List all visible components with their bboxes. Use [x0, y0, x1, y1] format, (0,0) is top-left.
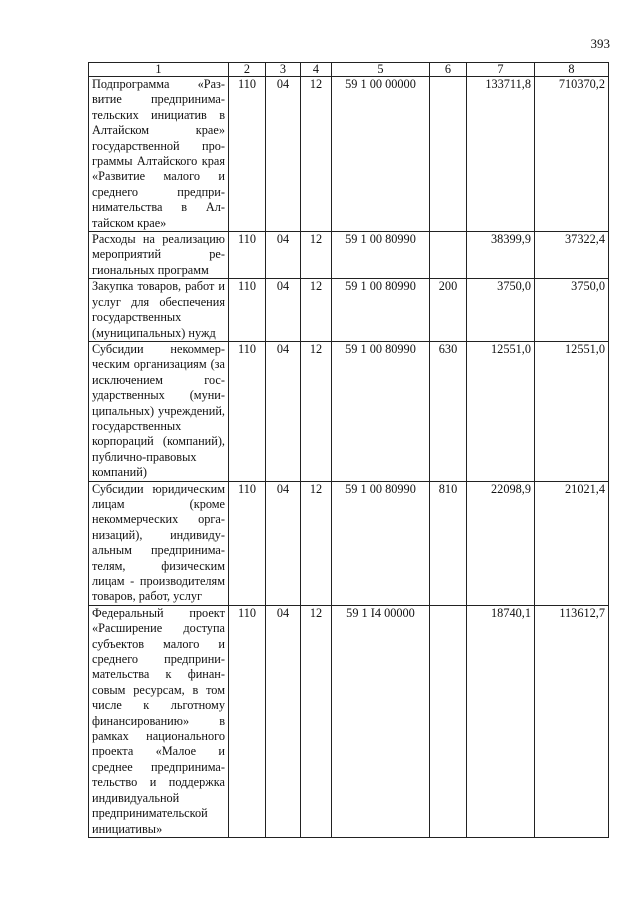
cell-target-article: 59 1 00 00000 [332, 77, 430, 232]
budget-table [88, 62, 609, 838]
cell-expense-type [430, 605, 467, 837]
cell-target-article: 59 1 I4 00000 [332, 605, 430, 837]
cell-target-article: 59 1 00 80990 [332, 481, 430, 605]
cell-ministry-code: 110 [229, 232, 266, 279]
table-row [89, 232, 609, 279]
cell-amount-year2: 710370,2 [535, 77, 609, 232]
cell-amount-year2: 113612,7 [535, 605, 609, 837]
cell-ministry-code: 110 [229, 605, 266, 837]
column-header: 3 [266, 63, 301, 77]
cell-amount-year2: 37322,4 [535, 232, 609, 279]
cell-expense-type [430, 232, 467, 279]
table-row [89, 77, 609, 232]
cell-amount-year1: 12551,0 [467, 341, 535, 481]
cell-target-article: 59 1 00 80990 [332, 279, 430, 342]
column-header: 1 [89, 63, 229, 77]
cell-amount-year2: 12551,0 [535, 341, 609, 481]
cell-section: 04 [266, 279, 301, 342]
cell-subsection: 12 [301, 279, 332, 342]
cell-target-article: 59 1 00 80990 [332, 232, 430, 279]
column-header: 7 [467, 63, 535, 77]
cell-amount-year1: 22098,9 [467, 481, 535, 605]
cell-ministry-code: 110 [229, 481, 266, 605]
column-header: 4 [301, 63, 332, 77]
column-header: 8 [535, 63, 609, 77]
row-name: Субсидии юридическим лицам (кроме некоммерческих организаций), индивидуальным предпринимателям, физическим лицам - производителям товаров, работ, услуг [89, 481, 229, 605]
table-row [89, 481, 609, 605]
table-row [89, 341, 609, 481]
cell-ministry-code: 110 [229, 279, 266, 342]
column-header: 6 [430, 63, 467, 77]
cell-amount-year1: 133711,8 [467, 77, 535, 232]
cell-subsection: 12 [301, 77, 332, 232]
cell-subsection: 12 [301, 232, 332, 279]
row-name: Субсидии некоммерческим организациям (за исключением государственных (муниципальных) учреждений, государственных корпораций (компаний), публично-правовых компаний) [89, 341, 229, 481]
row-name: Расходы на реализацию мероприятий региональных программ [89, 232, 229, 279]
cell-expense-type: 630 [430, 341, 467, 481]
column-header: 2 [229, 63, 266, 77]
cell-amount-year1: 3750,0 [467, 279, 535, 342]
cell-section: 04 [266, 605, 301, 837]
cell-ministry-code: 110 [229, 341, 266, 481]
column-header: 5 [332, 63, 430, 77]
cell-target-article: 59 1 00 80990 [332, 341, 430, 481]
table-body [89, 77, 609, 838]
cell-amount-year2: 3750,0 [535, 279, 609, 342]
cell-subsection: 12 [301, 481, 332, 605]
cell-section: 04 [266, 341, 301, 481]
cell-subsection: 12 [301, 341, 332, 481]
row-name: Подпрограмма «Развитие предпринимательских инициатив в Алтайском крае» государственной программы Алтайского края «Развитие малого и среднего предпринимательства в Алтайском крае» [89, 77, 229, 232]
table-row [89, 605, 609, 837]
table-header [89, 63, 609, 77]
table-row [89, 279, 609, 342]
cell-section: 04 [266, 232, 301, 279]
header-row [89, 63, 609, 77]
cell-amount-year1: 38399,9 [467, 232, 535, 279]
row-name: Закупка товаров, работ и услуг для обеспечения государственных (муниципальных) нужд [89, 279, 229, 342]
cell-amount-year1: 18740,1 [467, 605, 535, 837]
cell-ministry-code: 110 [229, 77, 266, 232]
cell-section: 04 [266, 77, 301, 232]
cell-expense-type: 200 [430, 279, 467, 342]
cell-section: 04 [266, 481, 301, 605]
cell-expense-type [430, 77, 467, 232]
cell-subsection: 12 [301, 605, 332, 837]
cell-amount-year2: 21021,4 [535, 481, 609, 605]
row-name: Федеральный проект «Расширение доступа субъектов малого и среднего предпринимательства к финансовым ресурсам, в том числе к льготному финансированию» в рамках национального проекта «Малое и среднее предпринимательство и поддержка индивидуальной предпринимательской инициативы» [89, 605, 229, 837]
page-number: 393 [590, 36, 610, 51]
cell-expense-type: 810 [430, 481, 467, 605]
